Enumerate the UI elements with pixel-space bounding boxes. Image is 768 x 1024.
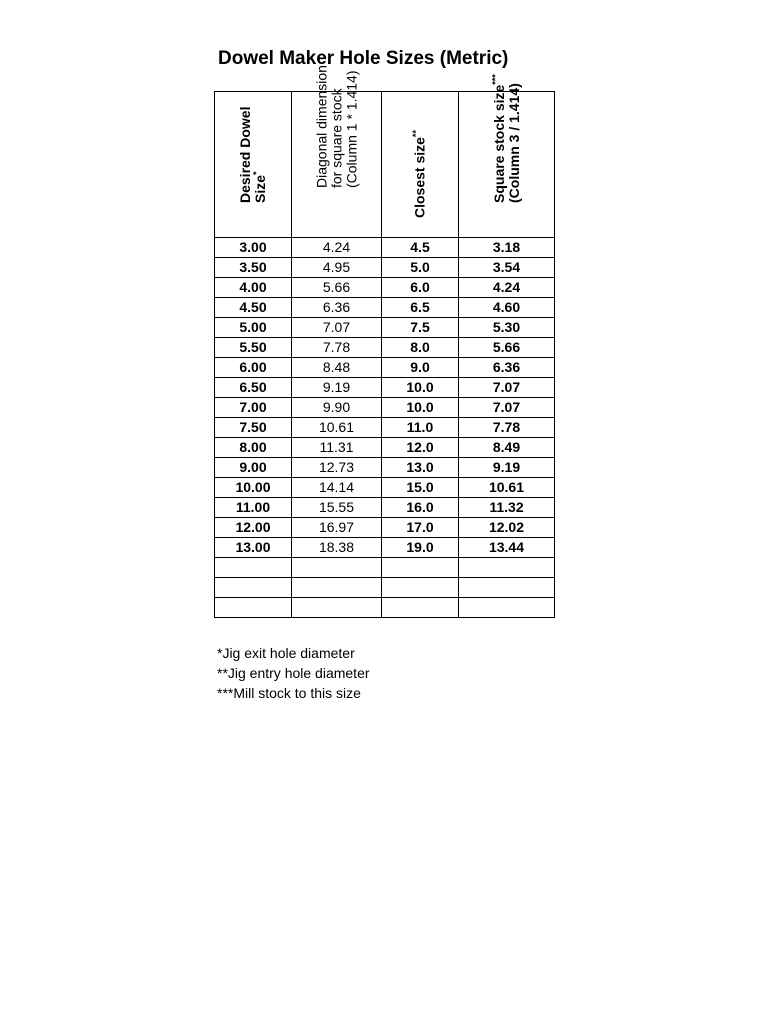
table-row xyxy=(215,358,555,378)
header-square-stock-formula: (Column 3 / 1.414) xyxy=(505,83,522,203)
desired-size-cell: 7.00 xyxy=(215,398,292,418)
square-stock-cell: 3.54 xyxy=(459,258,555,278)
closest-size-cell: 6.5 xyxy=(382,298,459,318)
footnote-entry-hole: **Jig entry hole diameter xyxy=(217,665,370,681)
square-stock-cell: 8.49 xyxy=(459,438,555,458)
closest-size-cell: 11.0 xyxy=(382,418,459,438)
square-stock-cell xyxy=(459,598,555,618)
diagonal-cell: 15.55 xyxy=(292,498,382,518)
desired-size-cell: 3.50 xyxy=(215,258,292,278)
desired-size-cell: 4.50 xyxy=(215,298,292,318)
hole-sizes-table xyxy=(214,65,555,618)
desired-size-cell: 7.50 xyxy=(215,418,292,438)
closest-size-cell: 5.0 xyxy=(382,258,459,278)
diagonal-cell: 14.14 xyxy=(292,478,382,498)
table-row xyxy=(215,378,555,398)
table-row xyxy=(215,538,555,558)
diagonal-cell: 11.31 xyxy=(292,438,382,458)
closest-size-cell: 9.0 xyxy=(382,358,459,378)
table-row xyxy=(215,318,555,338)
closest-size-cell xyxy=(382,598,459,618)
square-stock-cell: 4.24 xyxy=(459,278,555,298)
desired-size-cell: 13.00 xyxy=(215,538,292,558)
square-stock-cell: 12.02 xyxy=(459,518,555,538)
desired-size-cell: 6.00 xyxy=(215,358,292,378)
square-stock-cell: 11.32 xyxy=(459,498,555,518)
header-square-stock-size-text: Square stock size xyxy=(490,84,507,203)
square-stock-cell: 5.30 xyxy=(459,318,555,338)
square-stock-cell: 7.78 xyxy=(459,418,555,438)
desired-size-cell xyxy=(215,578,292,598)
closest-size-cell: 4.5 xyxy=(382,238,459,258)
closest-size-cell: 6.0 xyxy=(382,278,459,298)
header-square-stock-size xyxy=(459,74,555,238)
closest-size-cell: 7.5 xyxy=(382,318,459,338)
header-closest-size xyxy=(382,92,459,238)
desired-size-cell: 5.50 xyxy=(215,338,292,358)
desired-size-cell: 5.00 xyxy=(215,318,292,338)
table-row xyxy=(215,418,555,438)
header-desired-dowel-size-mark: * xyxy=(251,171,262,175)
table-row xyxy=(215,398,555,418)
header-row xyxy=(215,92,555,238)
square-stock-cell: 7.07 xyxy=(459,398,555,418)
diagonal-cell: 5.66 xyxy=(292,278,382,298)
header-desired-dowel-size xyxy=(215,92,292,238)
diagonal-cell: 9.19 xyxy=(292,378,382,398)
desired-size-cell: 8.00 xyxy=(215,438,292,458)
closest-size-cell: 8.0 xyxy=(382,338,459,358)
square-stock-cell: 4.60 xyxy=(459,298,555,318)
table-row xyxy=(215,278,555,298)
footnote-mill-stock: ***Mill stock to this size xyxy=(217,685,361,701)
closest-size-cell: 17.0 xyxy=(382,518,459,538)
square-stock-cell xyxy=(459,578,555,598)
square-stock-cell xyxy=(459,558,555,578)
desired-size-cell: 12.00 xyxy=(215,518,292,538)
header-closest-size-text: Closest size xyxy=(411,137,428,218)
diagonal-cell xyxy=(292,598,382,618)
closest-size-cell: 15.0 xyxy=(382,478,459,498)
desired-size-cell xyxy=(215,558,292,578)
diagonal-cell: 4.95 xyxy=(292,258,382,278)
square-stock-cell: 5.66 xyxy=(459,338,555,358)
diagonal-cell: 4.24 xyxy=(292,238,382,258)
diagonal-cell: 7.07 xyxy=(292,318,382,338)
desired-size-cell: 10.00 xyxy=(215,478,292,498)
table-row xyxy=(215,338,555,358)
table-row xyxy=(215,458,555,478)
header-diagonal-dimension-text: Diagonal dimension for square stock (Column 1 * 1.414) xyxy=(313,65,359,188)
desired-size-cell: 4.00 xyxy=(215,278,292,298)
closest-size-cell xyxy=(382,558,459,578)
closest-size-cell: 16.0 xyxy=(382,498,459,518)
desired-size-cell: 3.00 xyxy=(215,238,292,258)
diagonal-cell: 7.78 xyxy=(292,338,382,358)
closest-size-cell: 12.0 xyxy=(382,438,459,458)
footnotes xyxy=(217,643,370,703)
square-stock-cell: 9.19 xyxy=(459,458,555,478)
header-square-stock-size-mark: *** xyxy=(489,74,500,85)
table-row xyxy=(215,298,555,318)
table-row xyxy=(215,478,555,498)
table-row xyxy=(215,238,555,258)
diagonal-cell: 6.36 xyxy=(292,298,382,318)
diagonal-cell: 10.61 xyxy=(292,418,382,438)
table-row xyxy=(215,498,555,518)
square-stock-cell: 3.18 xyxy=(459,238,555,258)
table-row xyxy=(215,578,555,598)
closest-size-cell: 19.0 xyxy=(382,538,459,558)
header-desired-dowel-size-text: Desired Dowel Size xyxy=(237,106,268,203)
diagonal-cell: 12.73 xyxy=(292,458,382,478)
square-stock-cell: 7.07 xyxy=(459,378,555,398)
table-row xyxy=(215,438,555,458)
page-title: Dowel Maker Hole Sizes (Metric) xyxy=(218,48,509,69)
closest-size-cell: 13.0 xyxy=(382,458,459,478)
diagonal-cell: 8.48 xyxy=(292,358,382,378)
diagonal-cell xyxy=(292,578,382,598)
desired-size-cell xyxy=(215,598,292,618)
closest-size-cell xyxy=(382,578,459,598)
header-diagonal-dimension xyxy=(292,65,382,238)
diagonal-cell: 9.90 xyxy=(292,398,382,418)
square-stock-cell: 13.44 xyxy=(459,538,555,558)
table-row xyxy=(215,258,555,278)
diagonal-cell xyxy=(292,558,382,578)
closest-size-cell: 10.0 xyxy=(382,398,459,418)
table-row xyxy=(215,558,555,578)
square-stock-cell: 6.36 xyxy=(459,358,555,378)
desired-size-cell: 11.00 xyxy=(215,498,292,518)
table-row xyxy=(215,598,555,618)
header-closest-size-mark: ** xyxy=(410,130,421,138)
diagonal-cell: 18.38 xyxy=(292,538,382,558)
diagonal-cell: 16.97 xyxy=(292,518,382,538)
closest-size-cell: 10.0 xyxy=(382,378,459,398)
footnote-exit-hole: *Jig exit hole diameter xyxy=(217,645,355,661)
table-row xyxy=(215,518,555,538)
square-stock-cell: 10.61 xyxy=(459,478,555,498)
desired-size-cell: 9.00 xyxy=(215,458,292,478)
desired-size-cell: 6.50 xyxy=(215,378,292,398)
